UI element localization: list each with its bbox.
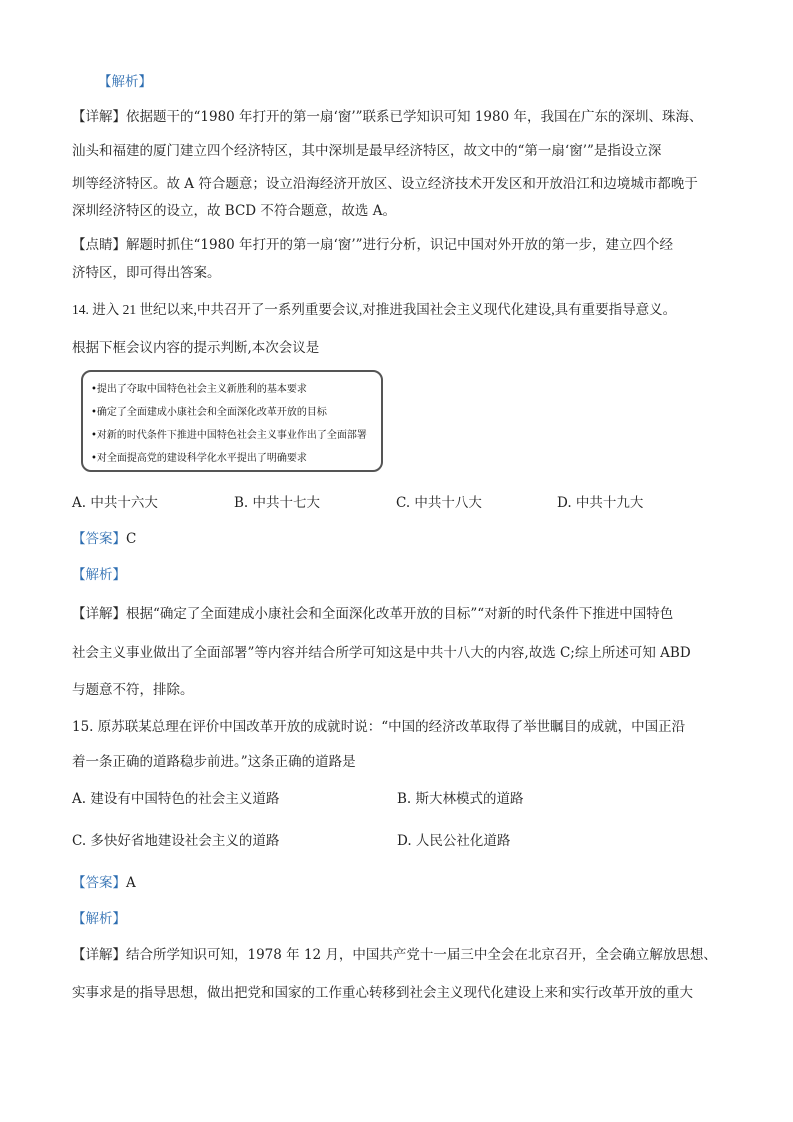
q15-option-b: B. 斯大林模式的道路 [397,791,524,807]
q14-option-b: B. 中共十七大 [234,495,321,511]
q14-box-item: •对全面提高党的建设科学化水平提出了明确要求 [91,453,307,464]
q14-answer-value: C [126,531,137,547]
q14-box-item: •确定了全面建成小康社会和全面深化改革开放的目标 [91,407,327,418]
q13-analysis-label: 【解析】 [98,74,152,90]
q15-answer [72,873,136,893]
q15-detail-line-1: 【详解】结合所学知识可知，1978 年 12 月，中国共产党十一届三中全会在北京召开，全会确立解放思想、 [72,947,717,963]
q15-option-d: D. 人民公社化道路 [397,833,511,849]
q14-box-item: •提出了夺取中国特色社会主义新胜利的基本要求 [91,384,307,395]
q14-stem-line-1: 14. 进入 21 世纪以来,中共召开了一系列重要会议,对推进我国社会主义现代化建设,具有重要指导意义。 [72,302,677,317]
q15-analysis-label: 【解析】 [72,911,126,927]
q14-analysis-label: 【解析】 [72,567,126,583]
q15-option-a: A. 建设有中国特色的社会主义道路 [72,791,280,807]
q15-option-c: C. 多快好省地建设社会主义的道路 [72,833,280,849]
q13-detail-line-4: 深圳经济特区的设立，故 BCD 不符合题意，故选 A。 [72,203,396,219]
q13-detail-line-2: 汕头和福建的厦门建立四个经济特区，其中深圳是最早经济特区，故文中的“第一扇‘窗’”是指设立深 [72,143,662,159]
q15-detail-line-2: 实事求是的指导思想，做出把党和国家的工作重心转移到社会主义现代化建设上来和实行改革开放的重大 [72,985,693,1001]
q14-option-d: D. 中共十九大 [557,495,644,511]
q13-tip-line-2: 济特区，即可得出答案。 [72,265,221,281]
q14-box-item: •对新的时代条件下推进中国特色社会主义事业作出了全面部署 [91,430,367,441]
q14-meeting-content-box [81,370,383,472]
q14-detail-line-2: 社会主义事业做出了全面部署”等内容并结合所学可知这是中共十八大的内容,故选 C;综上所述可知 ABD [72,645,691,661]
q15-answer-value: A [126,875,136,891]
q14-stem-line-2: 根据下框会议内容的提示判断,本次会议是 [72,340,320,356]
q14-detail-line-1: 【详解】根据“确定了全面建成小康社会和全面深化改革开放的目标”“对新的时代条件下推进中国特色 [72,606,674,622]
q14-detail-line-3: 与题意不符，排除。 [72,682,194,698]
q14-option-a: A. 中共十六大 [72,495,158,511]
q15-answer-label: 【答案】 [72,875,126,891]
q14-answer-label: 【答案】 [72,531,126,547]
q13-detail-line-3: 圳等经济特区。故 A 符合题意；设立沿海经济开放区、设立经济技术开发区和开放沿江和边境城市都晚于 [72,176,698,192]
q15-stem-line-2: 着一条正确的道路稳步前进。”这条正确的道路是 [72,754,356,770]
q14-answer [72,529,136,549]
q15-stem-line-1: 15. 原苏联某总理在评价中国改革开放的成就时说：“中国的经济改革取得了举世瞩目的成就，中国正沿 [72,719,686,735]
q13-tip-line-1: 【点睛】解题时抓住“1980 年打开的第一扇‘窗’”进行分析，识记中国对外开放的第一步，建立四个经 [72,237,674,253]
q13-detail-line-1: 【详解】依据题干的“1980 年打开的第一扇‘窗’”联系已学知识可知 1980 年，我国在广东的深圳、珠海、 [72,109,703,125]
q14-option-c: C. 中共十八大 [396,495,482,511]
